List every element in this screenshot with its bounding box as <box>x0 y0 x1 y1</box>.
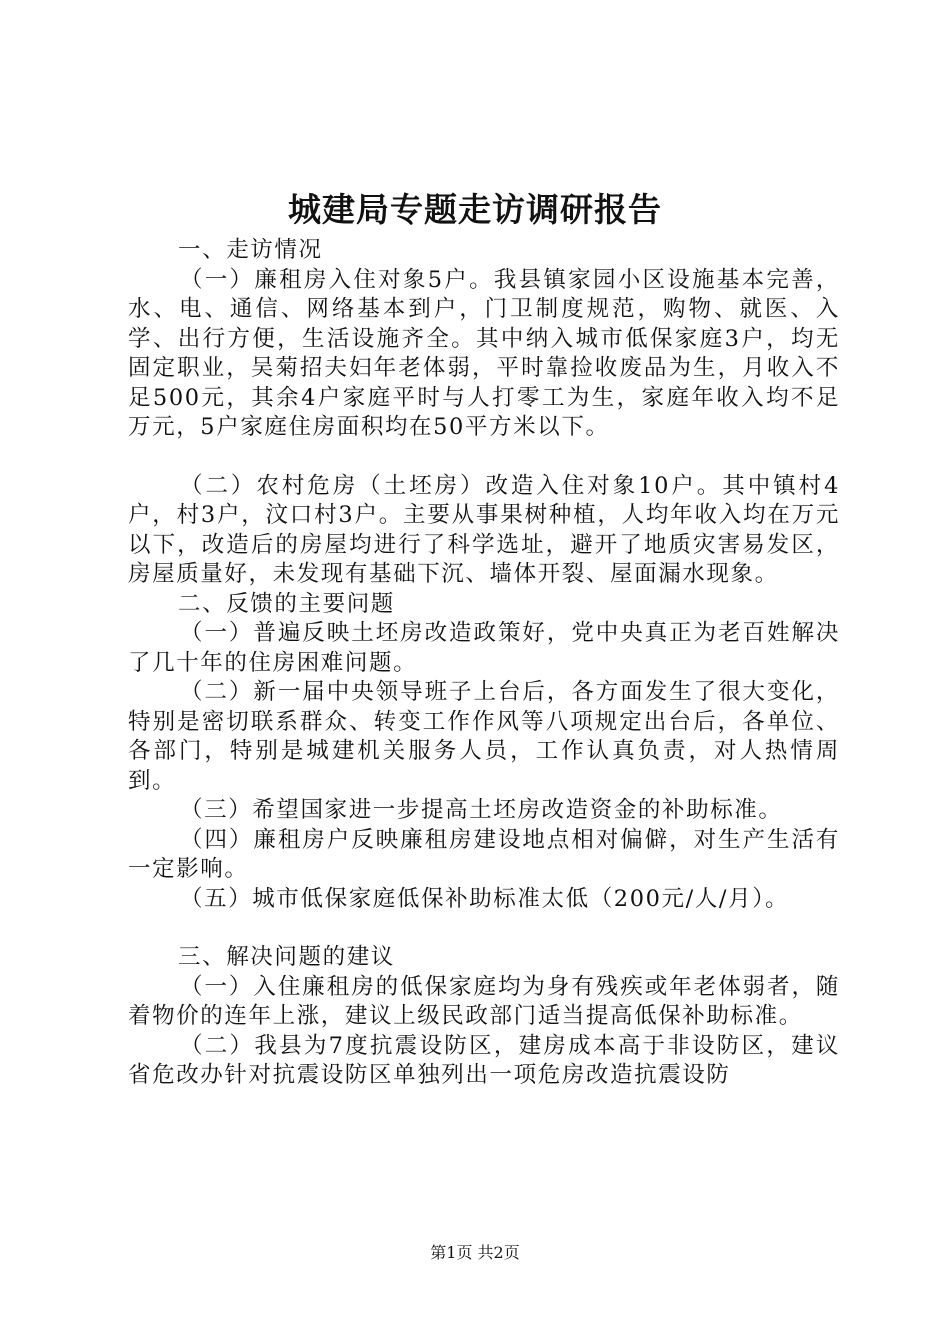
page-footer: 第1页 共2页 <box>430 1243 520 1262</box>
paragraph: （四）廉租房户反映廉租房建设地点相对偏僻，对生产生活有一定影响。 <box>128 826 840 882</box>
paragraph: （二）新一届中央领导班子上台后，各方面发生了很大变化，特别是密切联系群众、转变工作作风等八项规定出台后，各单位、各部门，特别是城建机关服务人员，工作认真负责，对人热情周到。 <box>128 679 840 794</box>
paragraph: （三）希望国家进一步提高土坯房改造资金的补助标准。 <box>180 797 783 823</box>
paragraph: （一）廉租房入住对象5户。我县镇家园小区设施基本完善，水、电、通信、网络基本到户，门卫制度规范，购物、就医、入学、出行方便，生活设施齐全。其中纳入城市低保家庭3户，均无固定职业，吴菊招夫妇年老体弱，平时靠捡收废品为生，月收入不足500元，其余4户家庭平时与人打零工为生，家庭年收入均不足万元，5户家庭住房面积均在50平方米以下。 <box>128 266 840 440</box>
document-title: 城建局专题走访调研报告 <box>288 190 662 229</box>
paragraph: （二）我县为7度抗震设防区，建房成本高于非设防区，建议省危改办针对抗震设防区单独列出一项危房改造抗震设防 <box>128 1032 840 1088</box>
paragraph: （一）入住廉租房的低保家庭均为身有残疾或年老体弱者，随着物价的连年上涨，建议上级民政部门适当提高低保补助标准。 <box>128 973 840 1029</box>
section-heading: 三、解决问题的建议 <box>178 944 395 970</box>
paragraph: （二）农村危房（土坯房）改造入住对象10户。其中镇村4户，村3户，汶口村3户。主要从事果树种植，人均年收入均在万元以下，改造后的房屋均进行了科学选址，避开了地质灾害易发区，房屋质量好，未发现有基础下沉、墙体开裂、屋面漏水现象。 <box>128 472 840 587</box>
section-heading: 二、反馈的主要问题 <box>178 590 395 617</box>
section-heading: 一、走访情况 <box>178 237 323 263</box>
paragraph: （五）城市低保家庭低保补助标准太低（200元/人/月）。 <box>180 885 790 912</box>
document-body <box>128 236 840 1091</box>
paragraph: （一）普遍反映土坯房改造政策好，党中央真正为老百姓解决了几十年的住房困难问题。 <box>128 620 840 676</box>
